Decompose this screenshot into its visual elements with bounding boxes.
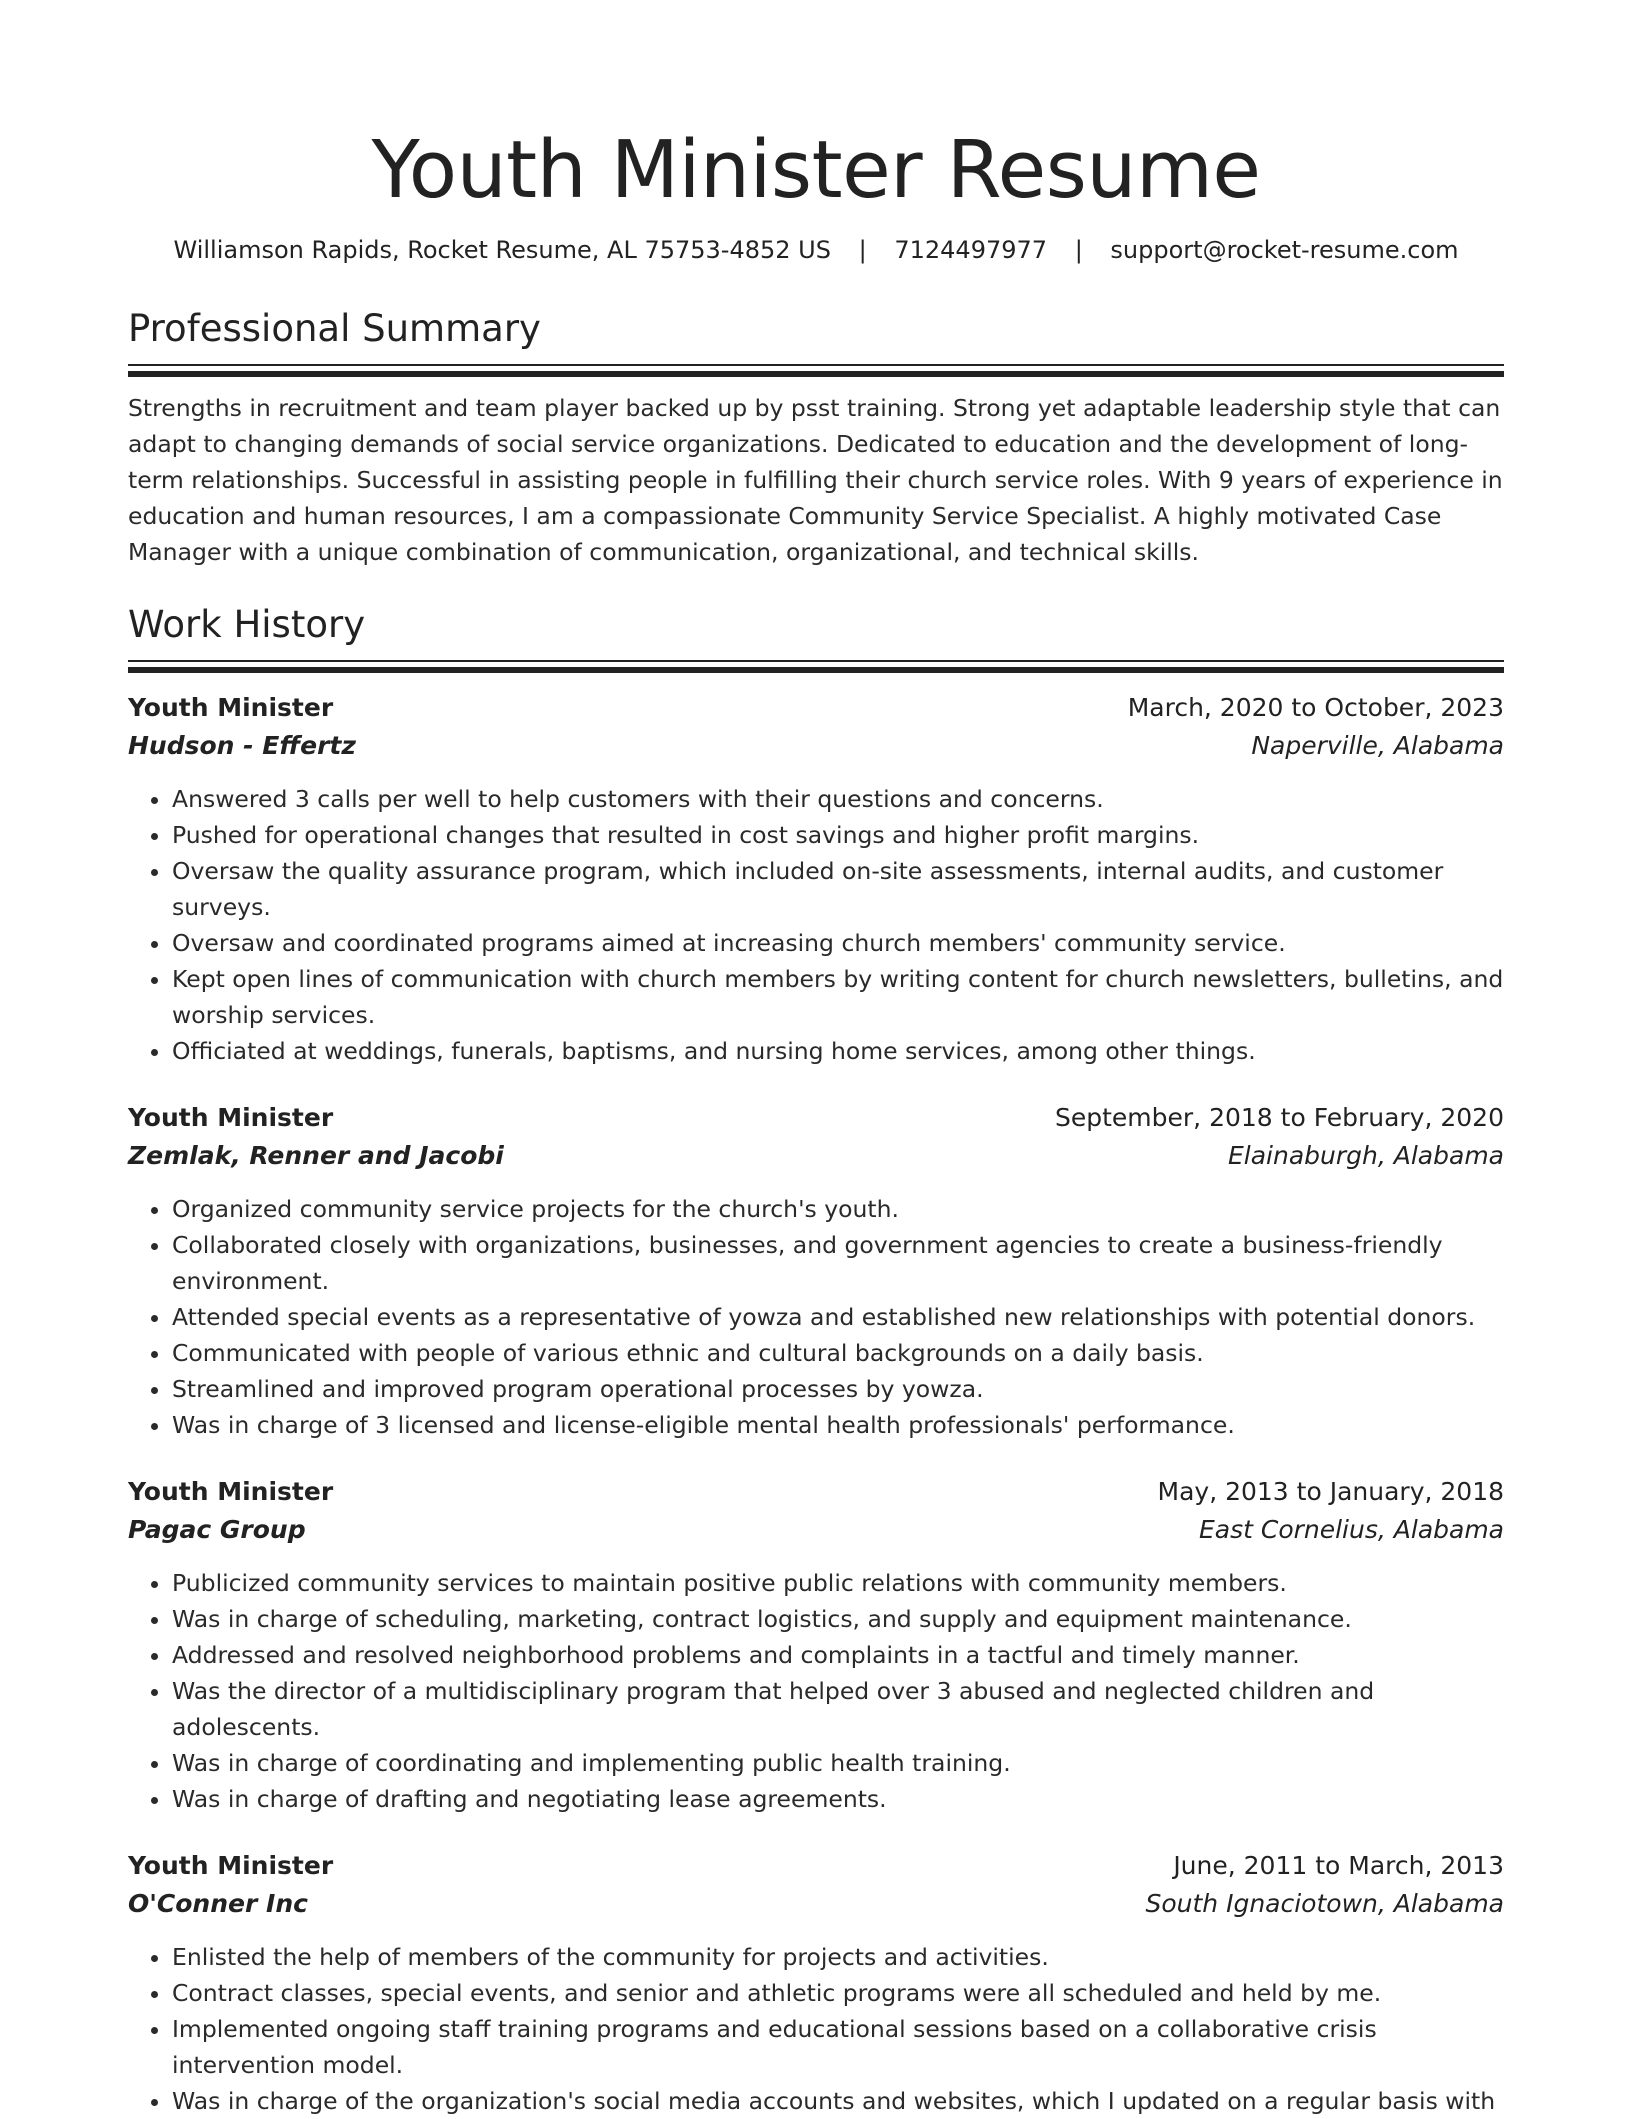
job-bullet: • Was in charge of the organization's social media accounts and websites, which I updated on a regular basis with <box>172 2083 1504 2119</box>
job-bullet: • Collaborated closely with organizations, businesses, and government agencies to create a business-friendly environment. <box>172 1227 1504 1299</box>
job-title: Youth Minister <box>128 1851 334 1880</box>
job-bullet: • Attended special events as a representative of yowza and established new relationships with potential donors. <box>172 1299 1504 1335</box>
job-company-row <box>128 1511 1504 1549</box>
job-dates: May, 2013 to January, 2018 <box>1157 1477 1504 1506</box>
section-divider <box>128 667 1504 673</box>
job-bullet: • Answered 3 calls per well to help customers with their questions and concerns. <box>172 781 1504 817</box>
job-header-row <box>128 689 1504 727</box>
job-header-row <box>128 1847 1504 1885</box>
contact-separator: | <box>1074 236 1083 264</box>
contact-phone: 7124497977 <box>894 236 1048 264</box>
job-bullet-list <box>128 1565 1504 1817</box>
job-bullet: • Kept open lines of communication with church members by writing content for church newsletters, bulletins, and worship services. <box>172 961 1504 1033</box>
job-header-row <box>128 1473 1504 1511</box>
job-bullet: • Was in charge of scheduling, marketing, contract logistics, and supply and equipment maintenance. <box>172 1601 1504 1637</box>
job-bullet: • Communicated with people of various ethnic and cultural backgrounds on a daily basis. <box>172 1335 1504 1371</box>
job-location: East Cornelius, Alabama <box>1198 1515 1504 1544</box>
job-entry <box>128 1473 1504 1817</box>
job-bullet: • Was in charge of drafting and negotiating lease agreements. <box>172 1781 1504 1817</box>
job-entry <box>128 1847 1504 2119</box>
job-bullet: • Was in charge of 3 licensed and license-eligible mental health professionals' performance. <box>172 1407 1504 1443</box>
job-dates: September, 2018 to February, 2020 <box>1055 1103 1504 1132</box>
job-bullet: • Publicized community services to maintain positive public relations with community members. <box>172 1565 1504 1601</box>
job-company-row <box>128 1885 1504 1923</box>
job-bullet: • Enlisted the help of members of the community for projects and activities. <box>172 1939 1504 1975</box>
job-company: Pagac Group <box>128 1515 306 1544</box>
job-bullet: • Officiated at weddings, funerals, baptisms, and nursing home services, among other things. <box>172 1033 1504 1069</box>
resume-page <box>128 0 1504 2119</box>
professional-summary-section <box>128 306 1504 570</box>
section-divider <box>128 364 1504 366</box>
job-bullet: • Oversaw the quality assurance program, which included on-site assessments, internal audits, and customer surveys. <box>172 853 1504 925</box>
job-bullet: • Was the director of a multidisciplinary program that helped over 3 abused and neglected children and adolescents. <box>172 1673 1504 1745</box>
job-company-row <box>128 727 1504 765</box>
contact-line <box>128 234 1504 266</box>
section-heading: Work History <box>128 603 366 646</box>
job-dates: March, 2020 to October, 2023 <box>1127 693 1504 722</box>
job-bullet: • Oversaw and coordinated programs aimed at increasing church members' community service. <box>172 925 1504 961</box>
job-header-row <box>128 1099 1504 1137</box>
section-divider <box>128 371 1504 377</box>
job-entry <box>128 689 1504 1069</box>
job-company-row <box>128 1137 1504 1175</box>
job-dates: June, 2011 to March, 2013 <box>1173 1851 1504 1880</box>
job-location: South Ignaciotown, Alabama <box>1145 1889 1504 1918</box>
section-divider <box>128 660 1504 662</box>
job-location: Naperville, Alabama <box>1251 731 1504 760</box>
job-bullet-list <box>128 1191 1504 1443</box>
job-bullet: • Streamlined and improved program operational processes by yowza. <box>172 1371 1504 1407</box>
job-entry <box>128 1099 1504 1443</box>
job-company: Zemlak, Renner and Jacobi <box>128 1141 504 1170</box>
job-company: O'Conner Inc <box>128 1889 308 1918</box>
job-bullet: • Was in charge of coordinating and implementing public health training. <box>172 1745 1504 1781</box>
job-bullet: • Implemented ongoing staff training programs and educational sessions based on a collaborative crisis intervention model. <box>172 2011 1504 2083</box>
contact-email: support@rocket-resume.com <box>1110 236 1459 264</box>
job-bullet: • Contract classes, special events, and senior and athletic programs were all scheduled and held by me. <box>172 1975 1504 2011</box>
job-title: Youth Minister <box>128 1103 334 1132</box>
job-title: Youth Minister <box>128 693 334 722</box>
job-bullet-list <box>128 1939 1504 2119</box>
contact-address: Williamson Rapids, Rocket Resume, AL 75753-4852 US <box>173 236 831 264</box>
resume-title: Youth Minister Resume <box>371 124 1261 216</box>
job-bullet-list <box>128 781 1504 1069</box>
job-company: Hudson - Effertz <box>128 731 356 760</box>
summary-text: Strengths in recruitment and team player backed up by psst training. Strong yet adaptable leadership style that can adapt to changing demands of social service organizations. Dedicated to education and the development of long-term relationships. Successful in assisting people in fulfilling their church service roles. With 9 years of experience in education and human resources, I am a compassionate Community Service Specialist. A highly motivated Case Manager with a unique combination of communication, organizational, and technical skills. <box>128 394 1503 566</box>
job-bullet: • Organized community service projects for the church's youth. <box>172 1191 1504 1227</box>
job-title: Youth Minister <box>128 1477 334 1506</box>
work-history-section <box>128 602 1504 2119</box>
job-location: Elainaburgh, Alabama <box>1227 1141 1504 1170</box>
job-bullet: • Pushed for operational changes that resulted in cost savings and higher profit margins. <box>172 817 1504 853</box>
job-bullet: • Addressed and resolved neighborhood problems and complaints in a tactful and timely manner. <box>172 1637 1504 1673</box>
contact-separator: | <box>858 236 867 264</box>
section-heading: Professional Summary <box>128 307 541 350</box>
